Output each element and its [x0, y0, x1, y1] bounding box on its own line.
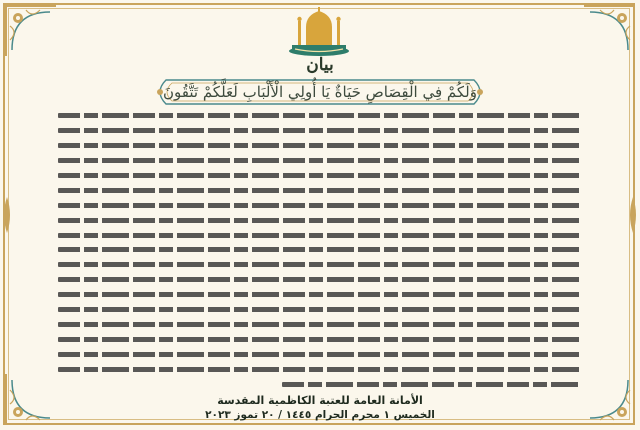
statement-body	[58, 113, 582, 397]
edge-ornament-icon	[1, 195, 13, 235]
page-title: بيان	[306, 55, 334, 75]
body-line	[58, 113, 582, 118]
verse-text: وَلَكُمْ فِي الْقِصَاصِ حَيَاةٌ يَا أُولِي الْأَلْبَابِ لَعَلَّكُمْ تَتَّقُونَ	[163, 83, 477, 101]
statement-date: الخميس ١ محرم الحرام ١٤٤٥ / ٢٠ تموز ٢٠٢٣	[205, 409, 435, 421]
body-line	[58, 233, 582, 238]
body-line	[58, 158, 582, 163]
edge-ornament-icon	[627, 195, 639, 235]
corner-ornament-icon	[4, 4, 58, 58]
body-line	[58, 367, 582, 372]
body-line	[58, 307, 582, 312]
body-line	[58, 203, 582, 208]
body-line	[58, 277, 582, 282]
body-line	[58, 128, 582, 133]
body-line	[58, 188, 582, 193]
signature: الأمانة العامة للعتبة الكاظمية المقدسة	[217, 394, 423, 407]
body-line	[282, 382, 582, 387]
body-line	[58, 143, 582, 148]
body-line	[58, 337, 582, 342]
body-line	[58, 352, 582, 357]
body-line	[58, 218, 582, 223]
body-line	[58, 292, 582, 297]
corner-ornament-icon	[582, 4, 636, 58]
body-line	[58, 173, 582, 178]
body-line	[58, 322, 582, 327]
body-line	[58, 247, 582, 252]
shrine-logo-icon	[286, 7, 352, 57]
body-line	[58, 262, 582, 267]
verse-cartouche	[152, 78, 488, 106]
